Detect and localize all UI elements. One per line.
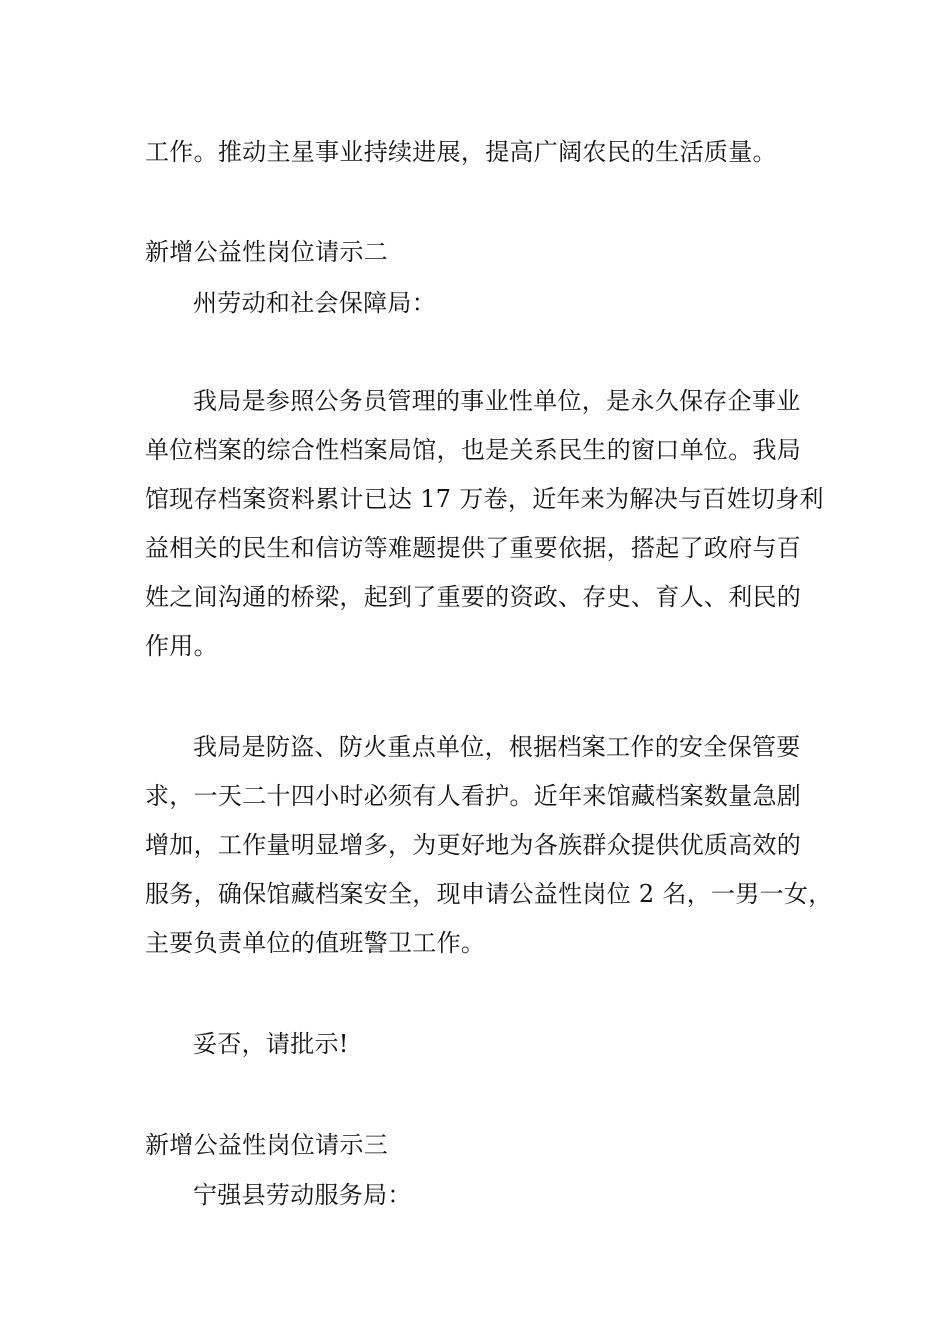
paragraph-line: 我局是参照公务员管理的事业性单位，是永久保存企事业 — [193, 387, 801, 415]
request-approval-line: 妥否，请批示! — [193, 1030, 349, 1058]
salutation-2: 州劳动和社会保障局： — [193, 289, 436, 317]
paragraph-line: 姓之间沟通的桥梁，起到了重要的资政、存史、育人、利民的 — [145, 583, 802, 611]
salutation-3: 宁强县劳动服务局： — [193, 1181, 412, 1209]
paragraph-line: 增加，工作量明显增多，为更好地为各族群众提供优质高效的 — [145, 831, 802, 859]
paragraph-line: 求，一天二十四小时必须有人看护。近年来馆藏档案数量急剧 — [145, 782, 802, 810]
paragraph-line: 主要负责单位的值班警卫工作。 — [145, 929, 486, 957]
paragraph-line: 服务，确保馆藏档案安全，现申请公益性岗位 2 名，一男一女， — [145, 880, 833, 908]
paragraph-line: 我局是防盗、防火重点单位，根据档案工作的安全保管要 — [193, 733, 801, 761]
paragraph-line-closing: 工作。推动主星事业持续进展，提高广阔农民的生活质量。 — [145, 138, 777, 166]
section-heading-2: 新增公益性岗位请示二 — [145, 238, 388, 266]
paragraph-line: 作用。 — [145, 632, 218, 660]
section-heading-3: 新增公益性岗位请示三 — [145, 1131, 388, 1159]
paragraph-line: 馆现存档案资料累计已达 17 万卷，近年来为解决与百姓切身利 — [145, 485, 824, 513]
paragraph-line: 益相关的民生和信访等难题提供了重要依据，搭起了政府与百 — [145, 534, 802, 562]
paragraph-line: 单位档案的综合性档案局馆，也是关系民生的窗口单位。我局 — [145, 436, 802, 464]
